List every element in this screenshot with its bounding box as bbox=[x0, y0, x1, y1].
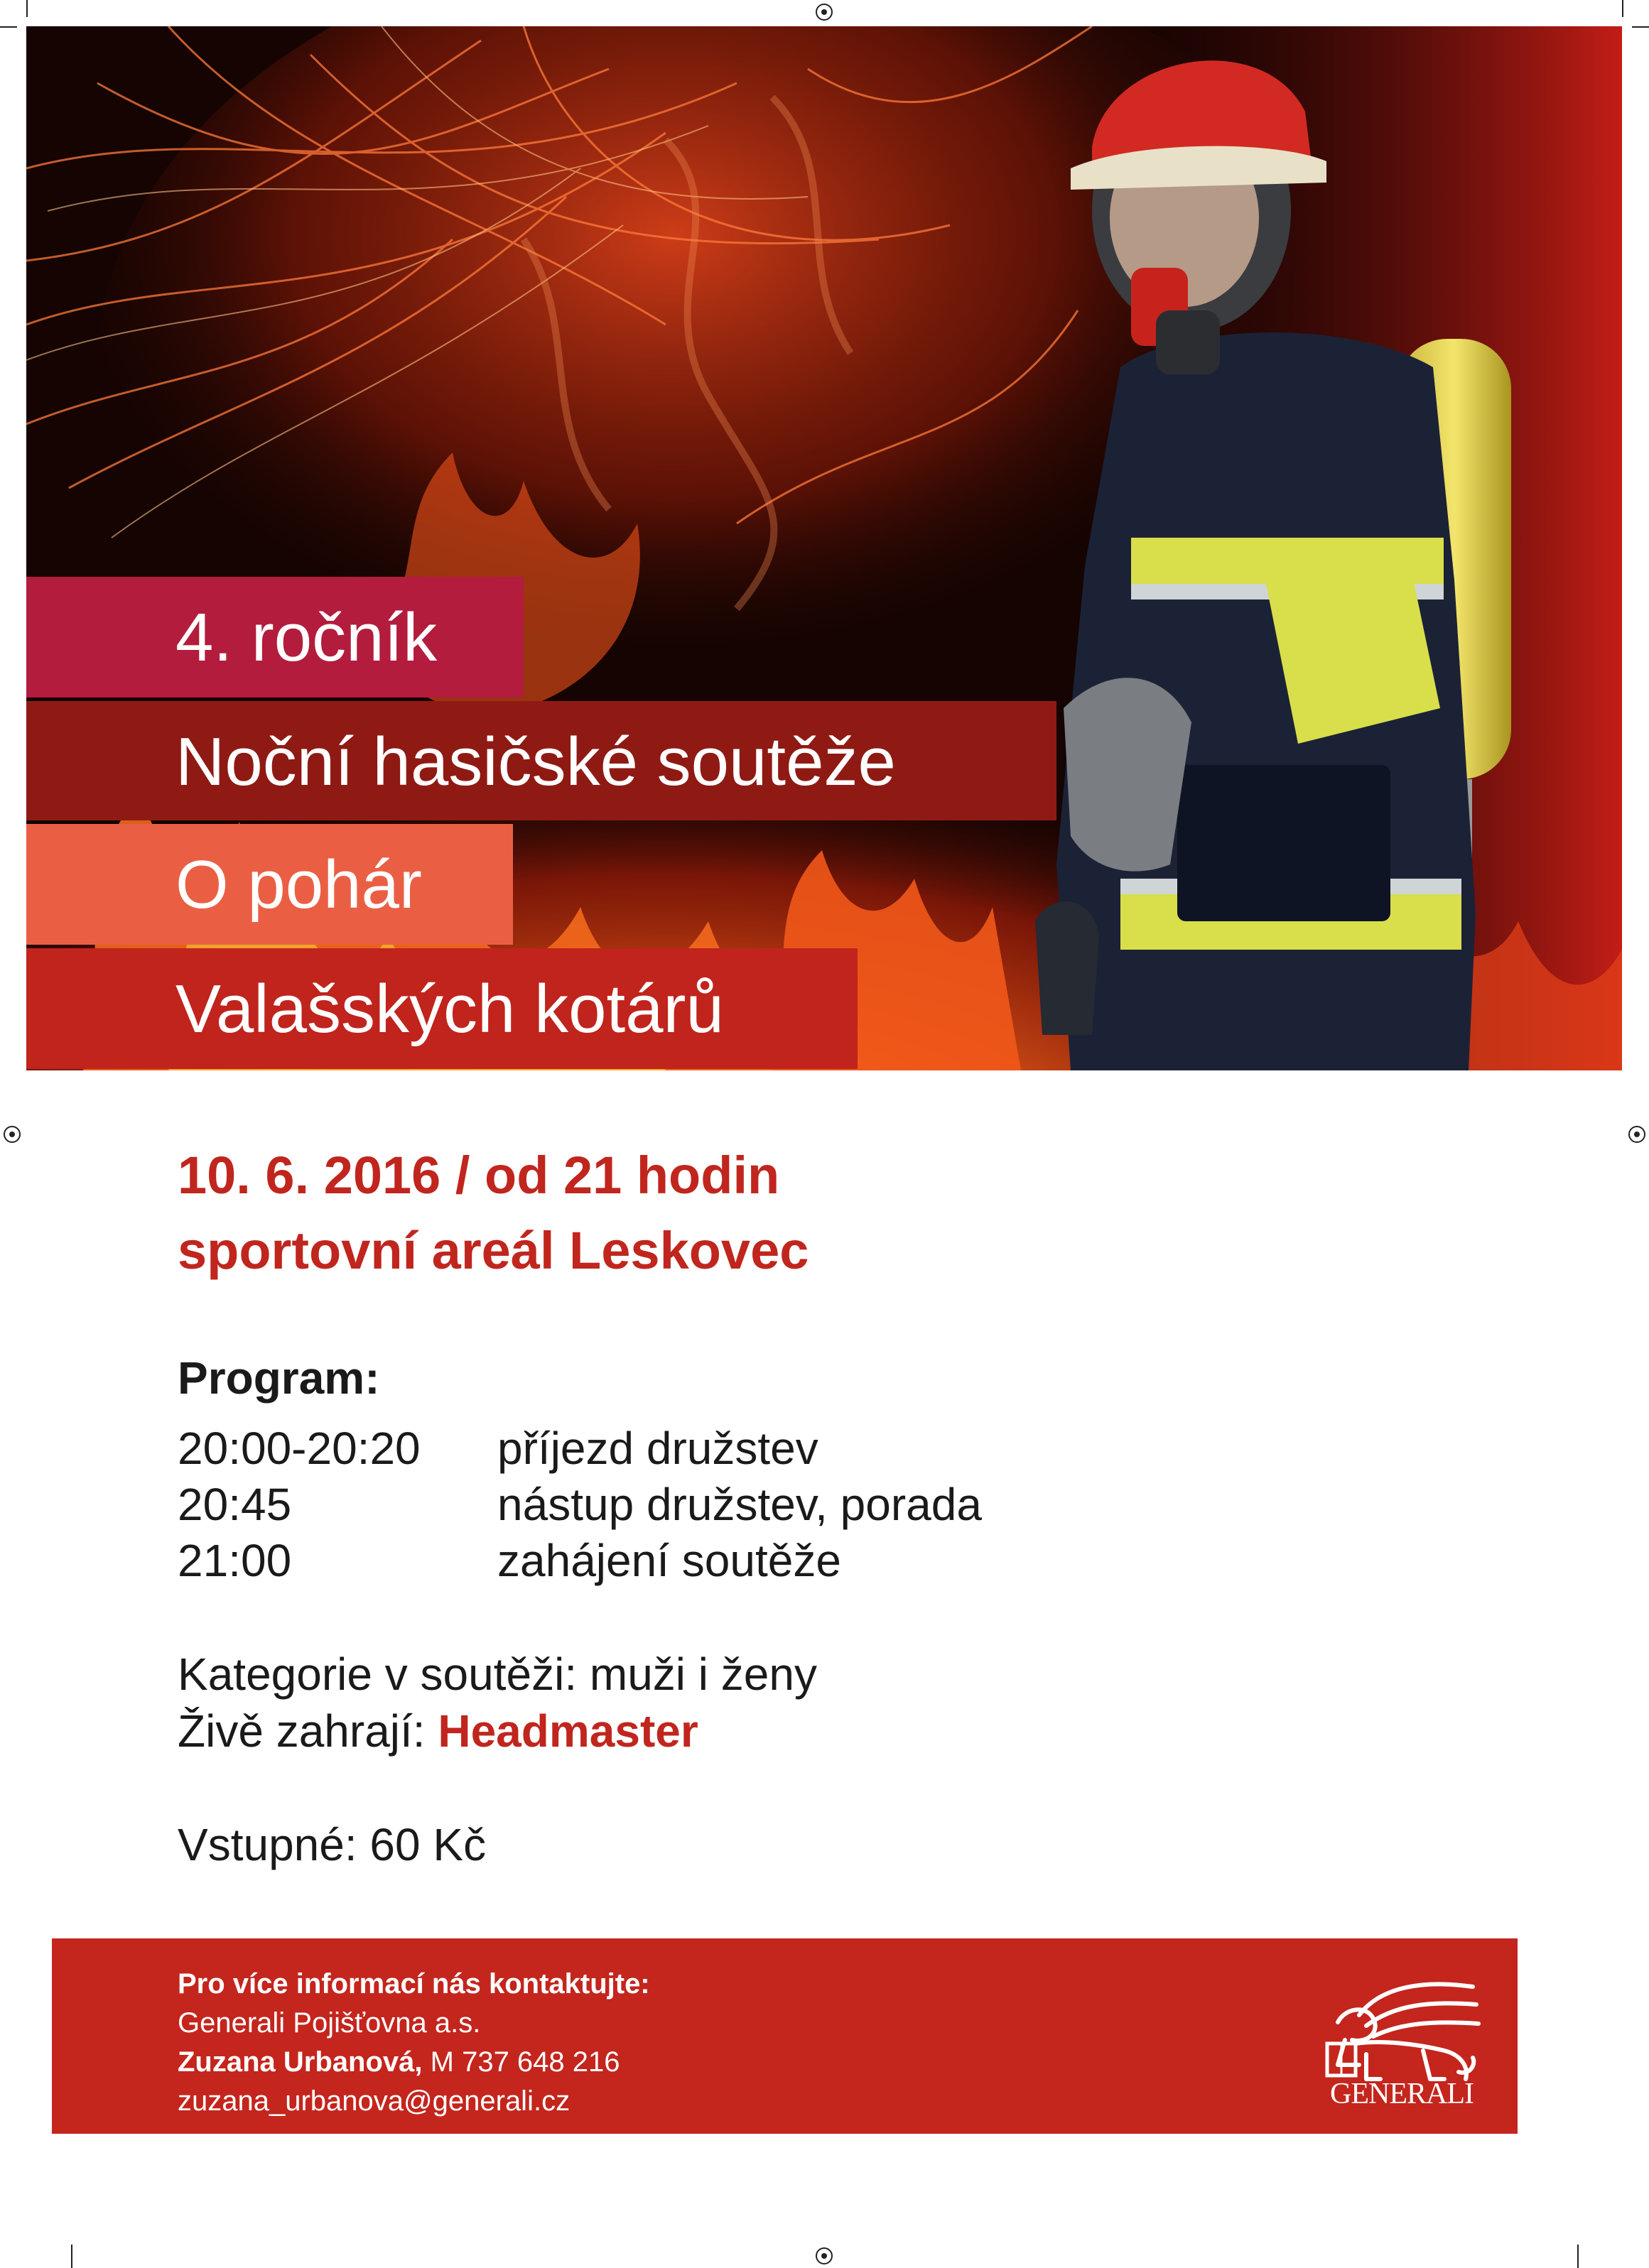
contact-box bbox=[52, 1938, 1518, 2134]
crop-mark-bottom-right bbox=[1577, 2245, 1579, 2268]
crop-mark-top-left bbox=[26, 0, 28, 17]
edition-text: 4. ročník bbox=[175, 599, 438, 675]
live-label: Živě zahrají: bbox=[178, 1705, 426, 1757]
place-text: Valašských kotárů bbox=[175, 971, 724, 1047]
registration-mark-left bbox=[4, 1126, 21, 1143]
contact-person-name: Zuzana Urbanová, bbox=[178, 2046, 423, 2078]
entry-fee: Vstupné: 60 Kč bbox=[178, 1819, 487, 1870]
subtitle-band bbox=[26, 824, 513, 945]
crop-mark-top-right-h bbox=[1632, 26, 1649, 28]
program-time: 20:00-20:20 bbox=[178, 1423, 421, 1474]
contact-email[interactable]: zuzana_urbanova@generali.cz bbox=[178, 2085, 571, 2117]
live-band-name: Headmaster bbox=[438, 1705, 698, 1757]
place-band bbox=[26, 948, 858, 1069]
contact-phone: M 737 648 216 bbox=[430, 2046, 620, 2078]
program-time: 20:45 bbox=[178, 1479, 292, 1530]
program-time: 21:00 bbox=[178, 1535, 292, 1586]
categories-text: Kategorie v soutěži: muži i ženy bbox=[178, 1649, 817, 1700]
event-venue: sportovní areál Leskovec bbox=[178, 1221, 809, 1280]
title-band bbox=[26, 701, 1056, 820]
contact-company: Generali Pojišťovna a.s. bbox=[178, 2007, 481, 2039]
registration-mark-right bbox=[1628, 1126, 1645, 1143]
contact-heading: Pro více informací nás kontaktujte: bbox=[178, 1968, 650, 2000]
program-heading: Program: bbox=[178, 1352, 380, 1404]
contact-person bbox=[178, 2046, 620, 2078]
edition-band bbox=[26, 577, 524, 698]
crop-mark-bottom-left bbox=[71, 2245, 72, 2268]
program-desc: příjezd družstev bbox=[497, 1423, 818, 1474]
crop-mark-top-right bbox=[1622, 0, 1623, 17]
program-desc: zahájení soutěže bbox=[497, 1535, 841, 1586]
registration-mark-top bbox=[816, 4, 833, 21]
generali-logo-text: GENERALI bbox=[1330, 2078, 1474, 2110]
program-desc: nástup družstev, porada bbox=[497, 1479, 982, 1530]
subtitle-text: O pohár bbox=[175, 847, 422, 923]
event-date: 10. 6. 2016 / od 21 hodin bbox=[178, 1146, 780, 1205]
registration-mark-bottom bbox=[816, 2247, 833, 2264]
live-music-line bbox=[178, 1705, 698, 1757]
crop-mark-top-left-h bbox=[0, 26, 17, 28]
title-text: Noční hasičské soutěže bbox=[175, 724, 896, 800]
